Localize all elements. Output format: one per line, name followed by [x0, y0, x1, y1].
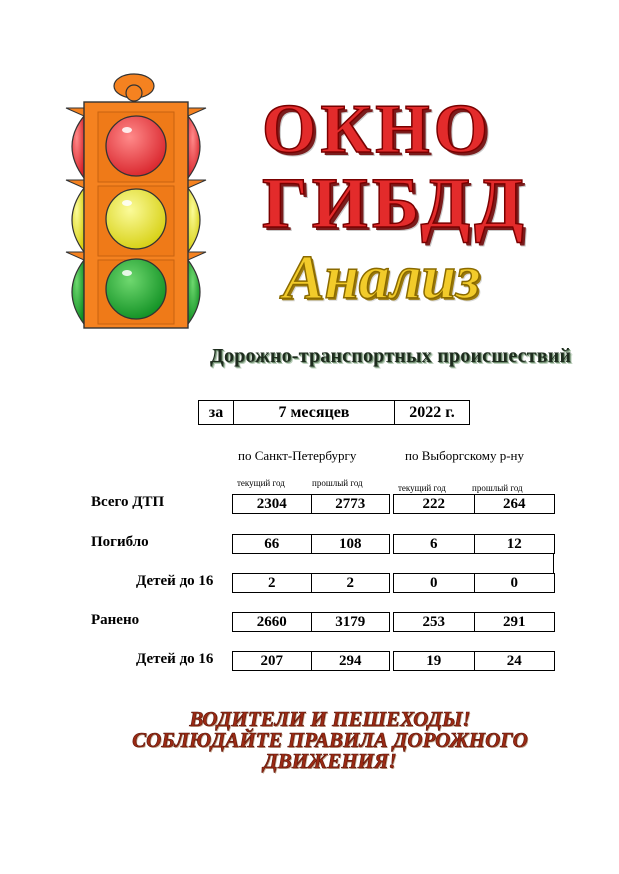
spb-current-value: 66: [233, 535, 312, 553]
vyborg-previous-value: 291: [503, 613, 526, 630]
spb-current-value: 2660: [233, 613, 312, 631]
period-months: 7 месяцев: [234, 401, 395, 424]
vyborg-current-value: 6: [394, 535, 475, 553]
table-row: [393, 494, 555, 514]
spb-current-value: 2: [233, 574, 312, 592]
vyborg-current-value: 222: [394, 495, 475, 513]
spb-previous-value: 3179: [335, 613, 366, 630]
region-spb-name: по Санкт-Петербургу: [238, 448, 357, 463]
table-row: [232, 534, 390, 554]
vyborg-current-value: 253: [394, 613, 475, 631]
vyborg-current-value: 0: [394, 574, 475, 592]
table-row: [232, 651, 390, 671]
slogan-line1: ВОДИТЕЛИ И ПЕШЕХОДЫ!: [189, 707, 471, 731]
region-vyborg-name: по Выборгскому р-ну: [405, 448, 524, 463]
table-divider: [553, 553, 554, 573]
table-row: [393, 612, 555, 632]
period-prefix: за: [199, 401, 234, 424]
slogan-line3: ДВИЖЕНИЯ!: [263, 749, 397, 773]
table-row: [232, 573, 390, 593]
table-row: [232, 494, 390, 514]
vyborg-col-current-label: текущий год: [398, 483, 446, 493]
row-label-killed: Погибло: [91, 534, 149, 550]
spb-previous-value: 2773: [335, 495, 366, 512]
vyborg-previous-value: 0: [510, 574, 518, 591]
title-okno: ОКНО: [262, 91, 493, 168]
table-row: [393, 651, 555, 671]
title-analiz: Анализ: [283, 244, 481, 312]
vyborg-col-previous-label: прошлый год: [472, 483, 523, 493]
spb-previous-value: 2: [346, 574, 354, 591]
vyborg-current-value: 19: [394, 652, 475, 670]
row-label-children-killed: Детей до 16: [136, 573, 214, 589]
spb-col-previous-label: прошлый год: [312, 478, 363, 488]
slogan-line2: СОБЛЮДАЙТЕ ПРАВИЛА ДОРОЖНОГО: [132, 728, 528, 752]
spb-col-current-label: текущий год: [237, 478, 285, 488]
period-box: [198, 400, 470, 425]
row-label-total: Всего ДТП: [91, 494, 165, 510]
spb-previous-value: 294: [339, 652, 362, 669]
row-label-children-injured: Детей до 16: [136, 651, 214, 667]
table-row: [393, 573, 555, 593]
period-year: 2022 г.: [409, 403, 455, 421]
table-row: [393, 534, 555, 554]
table-row: [232, 612, 390, 632]
spb-current-value: 2304: [233, 495, 312, 513]
vyborg-previous-value: 12: [506, 535, 522, 552]
spb-current-value: 207: [233, 652, 312, 670]
vyborg-previous-value: 264: [503, 495, 526, 512]
title-gibdd: ГИБДД: [262, 163, 528, 243]
vyborg-previous-value: 24: [506, 652, 522, 669]
traffic-light-icon: [56, 68, 216, 333]
row-label-injured: Ранено: [91, 612, 140, 628]
spb-previous-value: 108: [339, 535, 362, 552]
subtitle: Дорожно-транспортных происшествий: [210, 345, 572, 367]
